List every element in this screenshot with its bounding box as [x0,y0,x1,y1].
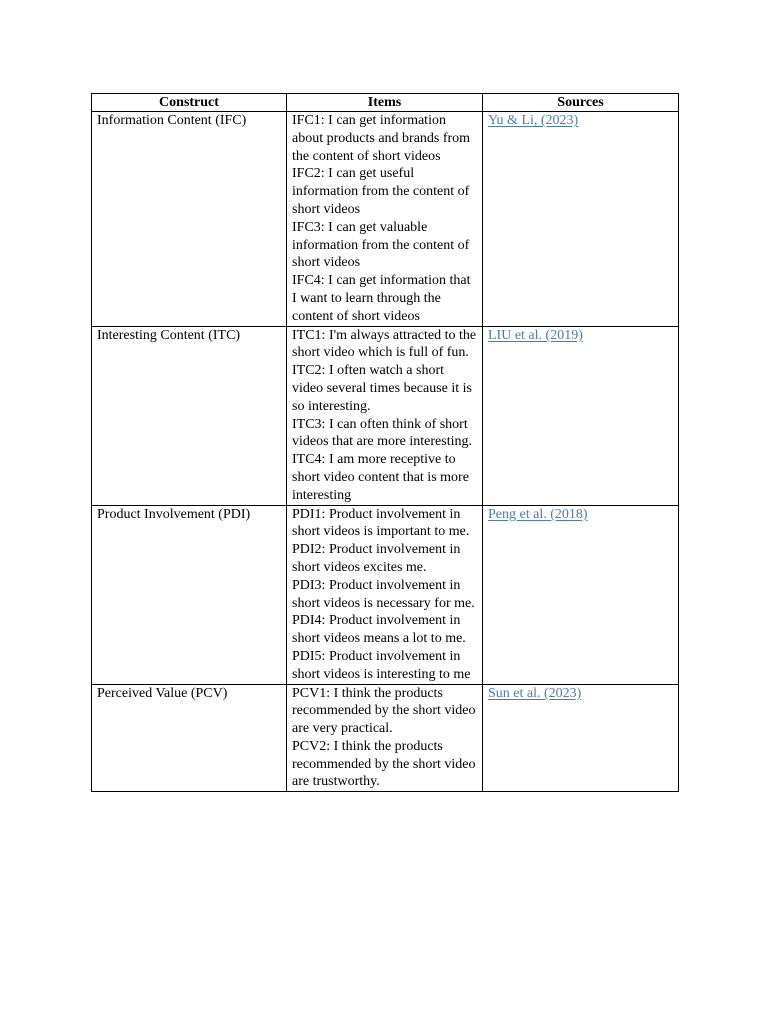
source-link[interactable]: Yu & Li, (2023) [488,113,579,128]
item-text: ITC4: I am more receptive to short video content that is more interesting [292,452,469,503]
item-text: ITC2: I often watch a short video several times because it is so interesting. [292,363,472,414]
source-cell [483,505,679,684]
item-text: PCV1: I think the products recommended by the short video are very practical. [292,685,476,737]
item-text: IFC2: I can get useful information from the content of short videos [292,166,470,217]
source-link[interactable]: LIU et al. (2019) [488,327,583,343]
item-text: IFC3: I can get valuable information from the content of short videos [292,219,470,271]
construct-cell: Perceived Value (PCV) [92,684,287,792]
item-text: PDI2: Product involvement in short videos excites me. [292,542,461,575]
items-cell [287,326,483,505]
construct-cell: Product Involvement (PDI) [92,505,287,684]
header-sources: Sources [483,94,679,112]
items-cell [287,112,483,327]
item-text: PDI3: Product involvement in short videos is necessary for me. [292,577,475,611]
item-text: PCV2: I think the products recommended by the short video are trustworthy. [292,738,476,790]
source-cell [483,684,679,792]
source-link[interactable]: Sun et al. (2023) [488,685,582,701]
item-text: PDI4: Product involvement in short videos means a lot to me. [292,613,466,647]
construct-cell: Interesting Content (ITC) [92,326,287,505]
table-row [92,505,679,684]
item-text: IFC1: I can get information about products and brands from the content of short videos [292,113,471,164]
item-text: ITC1: I'm always attracted to the short video which is full of fun. [292,327,477,361]
source-cell [483,112,679,327]
constructs-table [91,93,679,792]
source-link[interactable]: Peng et al. (2018) [488,506,588,522]
construct-cell: Information Content (IFC) [92,112,287,327]
table-header-row [92,94,679,112]
items-cell [287,505,483,684]
item-text: PDI5: Product involvement in short videos is interesting to me [292,648,471,682]
header-items: Items [287,94,483,112]
item-text: IFC4: I can get information that I want to learn through the content of short videos [292,273,471,324]
item-text: ITC3: I can often think of short videos that are more interesting. [292,416,472,450]
table-row [92,326,679,505]
header-construct: Construct [92,94,287,112]
source-cell [483,326,679,505]
item-text: PDI1: Product involvement in short videos is important to me. [292,506,470,540]
table-row [92,112,679,327]
items-cell [287,684,483,792]
table-row [92,684,679,792]
